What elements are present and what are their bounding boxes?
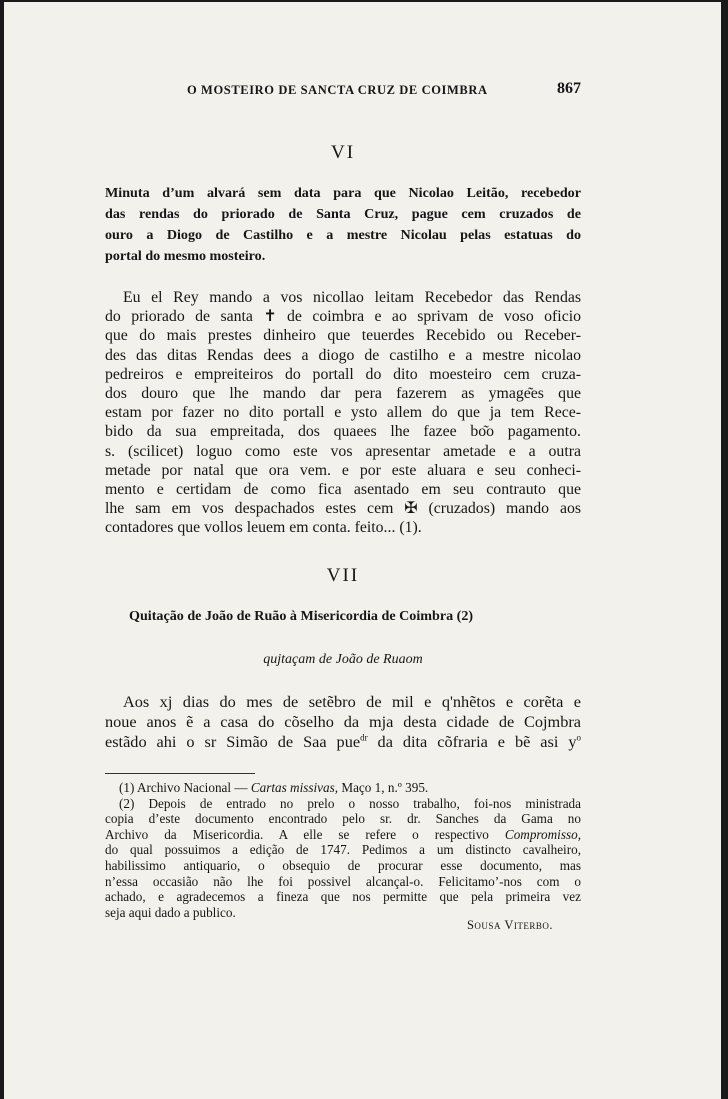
body-line: lhe sam em vos despachados estes cem ✠ (cruzados) mando aos <box>105 500 581 518</box>
section-vi-title-line: das rendas do priorado de Santa Cruz, pague cem cruzados de <box>105 206 581 222</box>
section-vi-numeral: VI <box>330 142 356 163</box>
section-vi-title-line: portal do mesmo mosteiro. <box>105 248 266 264</box>
section-vi-title-line: Minuta d’um alvará sem data para que Nicolao Leitão, recebedor <box>105 185 581 201</box>
scan-edge-right <box>721 0 728 1099</box>
footnote-2-title: Compromisso, <box>504 826 581 842</box>
body-line: Aos xj dias do mes de setẽbro de mil e q'nhẽtos e corẽta e <box>123 692 581 711</box>
footnote-rule <box>105 773 255 774</box>
body-line: pedreiros e empreiteiros do portall do dito moesteiro cem cruza- <box>105 365 581 383</box>
signature: Sousa Viterbo. <box>466 918 553 932</box>
section-vii-subtitle: qujtaçam de João de Ruaom <box>263 652 423 667</box>
footnote-1-prefix: (1) Archivo Nacional — <box>119 780 251 795</box>
body-line <box>105 732 581 752</box>
footnote-2-text: Archivo da Misericordia. A elle se refere o respectivo <box>105 826 505 842</box>
body-line: contadores que vollos leuem em conta. feito... (1). <box>105 519 422 537</box>
scan-edge-left <box>0 0 4 1099</box>
body-line: s. (scilicet) loguo como este vos apresentar ametade e a outra <box>105 442 581 460</box>
running-title: O MOSTEIRO DE SANCTA CRUZ DE COIMBRA <box>187 83 488 97</box>
body-line: dos douro que lhe mando dar pera fazerem as ymage͂es que <box>105 385 581 403</box>
section-vi-title-line: ouro a Diogo de Castilho e a mestre Nicolau pelas estatuas do <box>105 227 581 243</box>
body-line: metade por natal que ora vem. e por este aluara e seu conheci- <box>105 461 581 479</box>
footnotes <box>105 780 581 920</box>
body-line: mento e certidam de como fica asentado em seu contrauto que <box>105 481 581 499</box>
page-number: 867 <box>557 80 581 97</box>
footnote-1-title: Cartas missivas, <box>250 780 339 795</box>
body-line: estam por fazer no dito portall e ysto allem do que ja tem Rece- <box>105 404 581 422</box>
footnote-2-line: copia d’este documento encontrado pelo sr. dr. Sanches da Gama no <box>105 811 581 827</box>
footnote-1 <box>105 780 581 796</box>
body-line: des das ditas Rendas dees a diogo de castilho e a mestre nicolao <box>105 346 581 364</box>
abbreviation-superscript: o <box>576 732 581 743</box>
body-line: do priorado de santa ✝ de coimbra e ao sprivam de voso oficio <box>105 308 581 326</box>
footnote-1-suffix: Maço 1, n.º 395. <box>338 780 429 795</box>
footnote-2-line: do qual possuimos a edição de 1747. Pedimos a um distincto cavalheiro, <box>105 842 581 858</box>
scan-edge-top <box>0 0 728 2</box>
footnote-2-line: n’essa occasião não lhe foi possivel alcançal-o. Felicitamo’-nos com o <box>105 873 581 889</box>
footnote-2-line <box>105 827 581 843</box>
running-head <box>105 80 581 102</box>
body-line-part: estãdo ahi o sr Simão de Saa pue <box>105 732 361 751</box>
section-vii-body <box>105 692 581 752</box>
footnote-2-line: seja aqui dado a publico. <box>105 904 236 920</box>
body-line: Eu el Rey mando a vos nicollao leitam Recebedor das Rendas <box>123 289 581 306</box>
section-vii-numeral: VII <box>326 565 360 586</box>
abbreviation-superscript: dr <box>360 732 368 743</box>
section-vi-body <box>105 288 581 538</box>
section-vi-title <box>105 183 581 267</box>
footnote-2-line: (2) Depois de entrado no prelo o nosso trabalho, foi-nos ministrada <box>119 795 581 811</box>
body-line-part: da dita cõfraria e bẽ asi y <box>377 732 577 751</box>
footnote-2-line: habilissimo antiquario, o obsequio de procurar esse documento, mas <box>105 857 581 873</box>
body-line: bido da sua empreitada, dos quaees lhe fazee bo͂o pagamento. <box>105 423 581 441</box>
body-line: noue anos ẽ a casa do cõselho da mja desta cidade de Cojmbra <box>105 712 581 731</box>
footnote-2-line: achado, e agradecemos a fineza que nos permitte que pela primeira vez <box>105 889 581 905</box>
section-vii-title: Quitação de João de Ruão à Misericordia de Coimbra (2) <box>129 608 474 624</box>
body-line: que do mais prestes dinheiro que teuerdes Recebido ou Receber- <box>105 327 581 345</box>
